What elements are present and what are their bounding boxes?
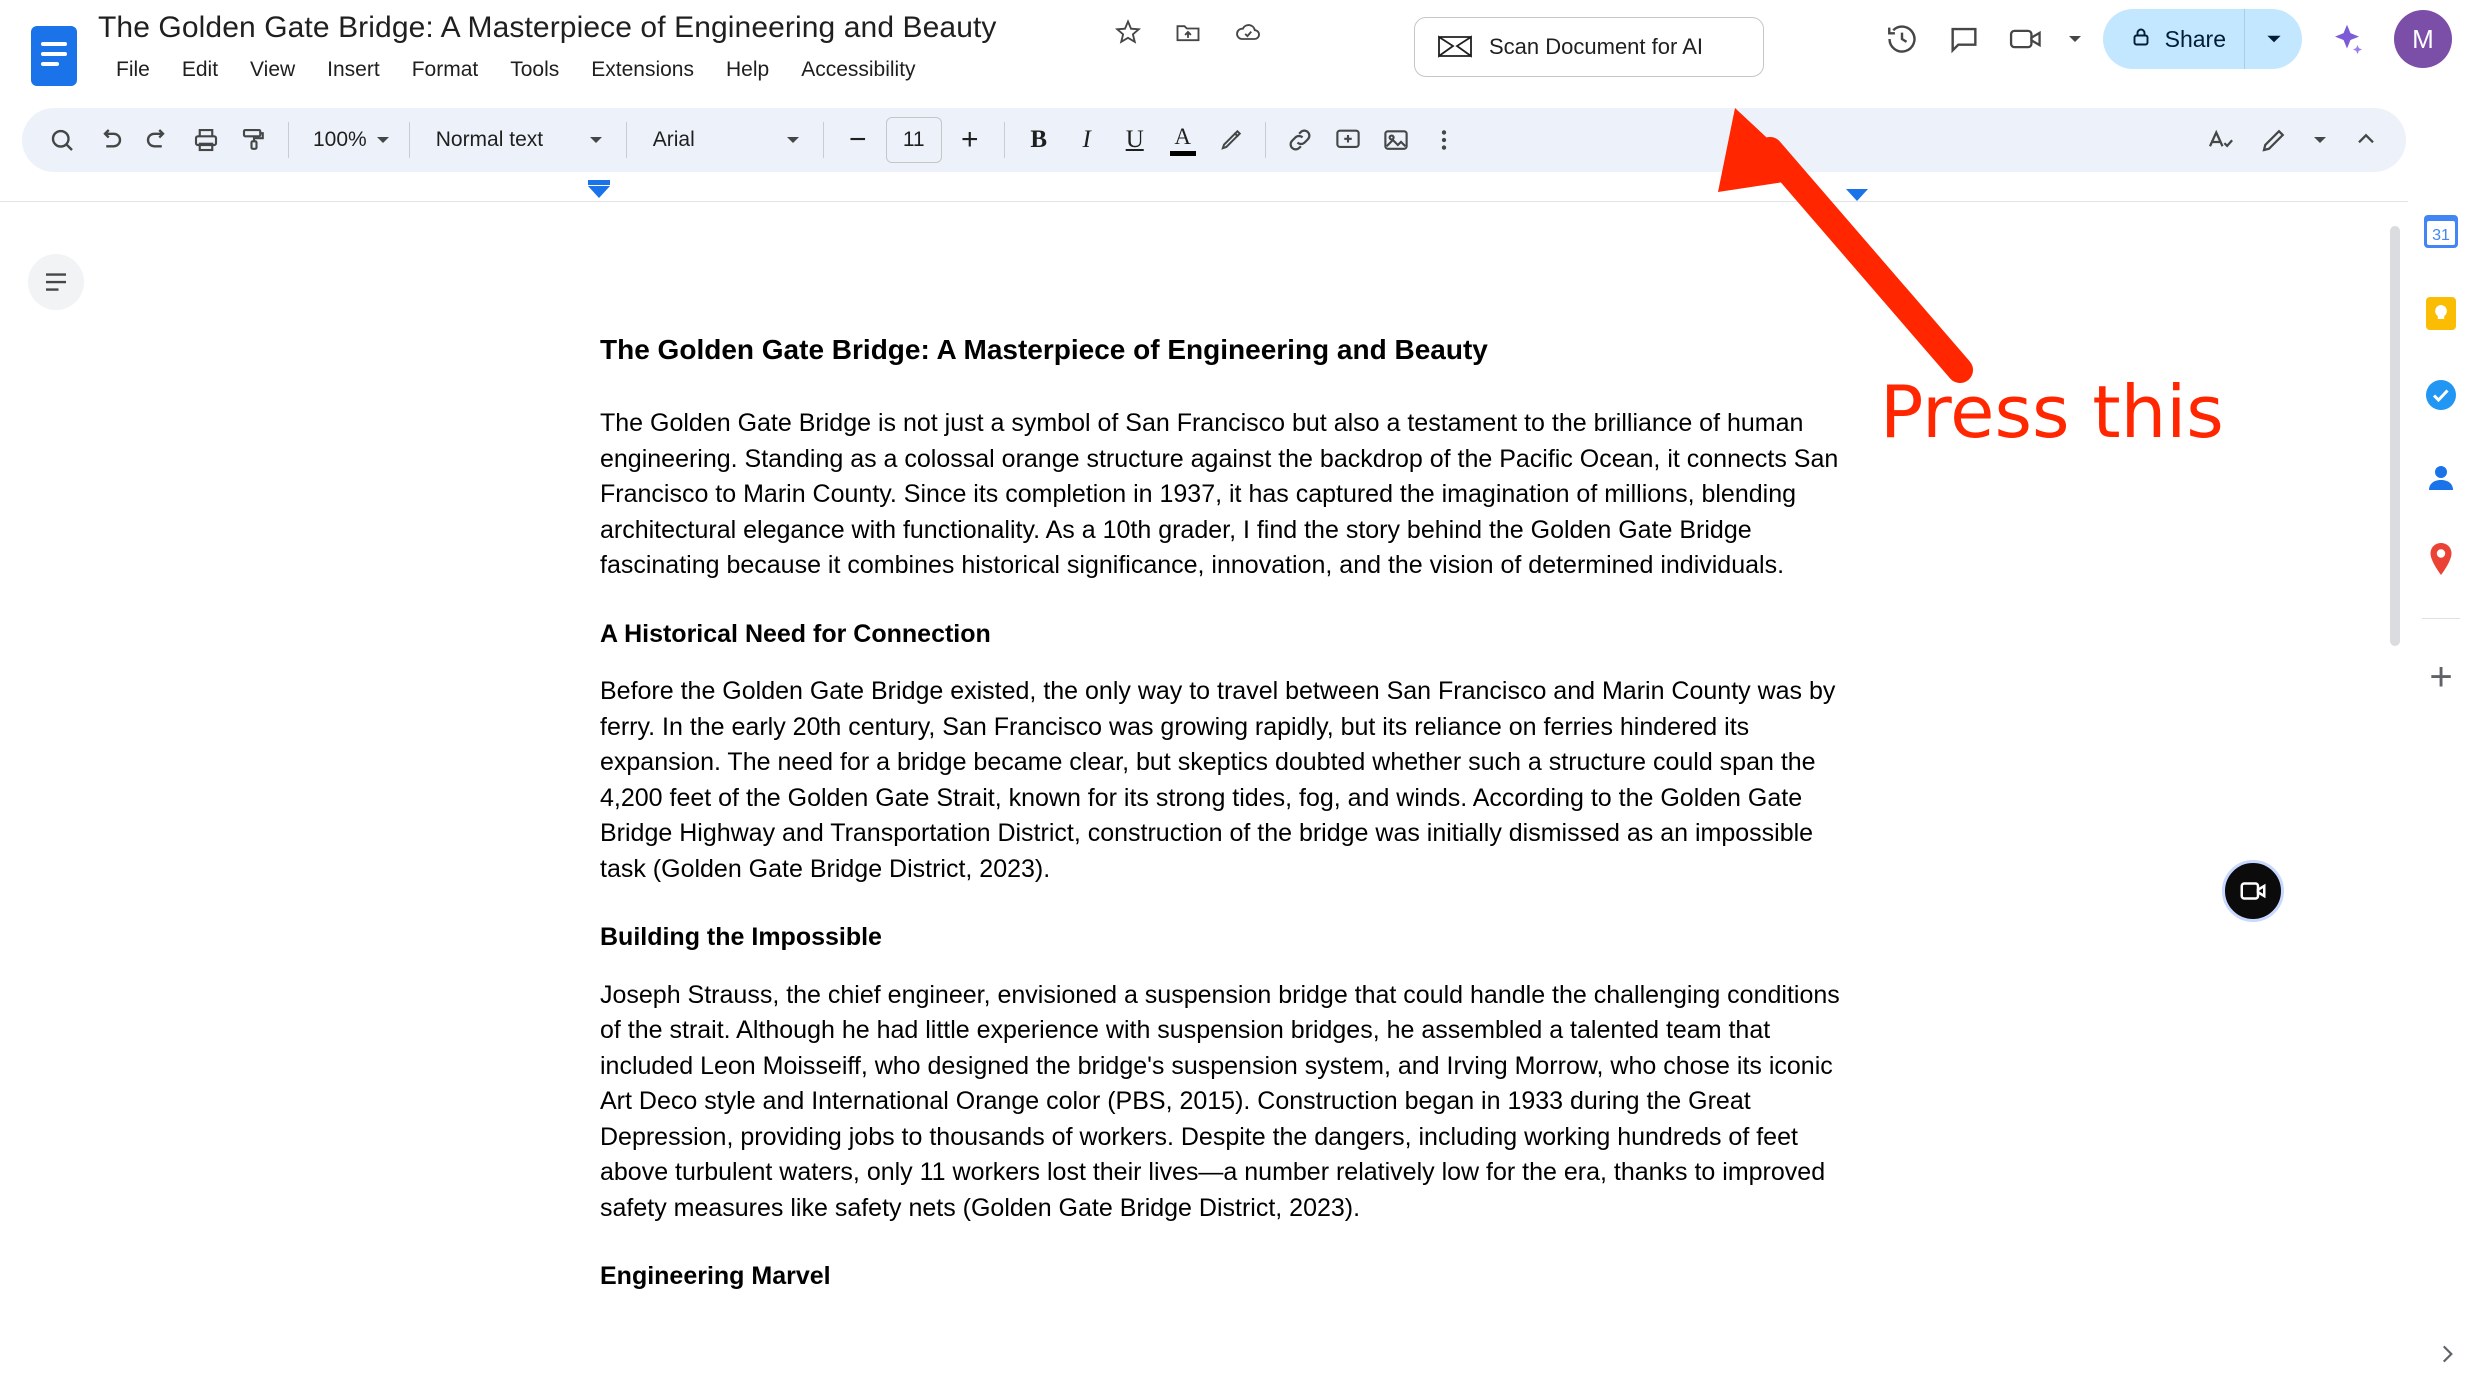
minus-icon: −	[848, 123, 867, 156]
font-size-stepper	[834, 116, 994, 164]
left-indent-triangle[interactable]	[588, 186, 610, 198]
scan-document-for-ai-button[interactable]	[1414, 17, 1764, 77]
star-icon[interactable]	[1110, 14, 1146, 50]
search-icon[interactable]	[38, 116, 86, 164]
rail-divider	[2422, 618, 2460, 619]
doc-paragraph: The Golden Gate Bridge is not just a symbol of San Francisco but also a testament to the brilliance of human engineering. Standing as a colossal orange structure against the backdrop of the Pacific Ocean, it connects San Francisco to Marin County. Since its completion in 1937, it has captured the imagination of millions, blending architectural elegance with functionality. As a 10th grader, I find the story behind the Golden Gate Bridge fascinating because it combines historical significance, innovation, and the vision of determined individuals.	[600, 409, 1839, 580]
menu-file[interactable]: File	[116, 58, 150, 81]
avatar[interactable]: M	[2394, 10, 2452, 68]
menu-edit[interactable]: Edit	[181, 58, 219, 81]
app-header	[0, 0, 2474, 112]
font-size-increase-button[interactable]	[946, 116, 994, 164]
title-block	[98, 8, 997, 48]
svg-text:31: 31	[2432, 227, 2450, 244]
add-comment-icon[interactable]	[1324, 116, 1372, 164]
bold-glyph: B	[1030, 126, 1048, 153]
doc-section-heading: Building the Impossible	[600, 923, 882, 952]
extension-floating-button[interactable]	[2222, 860, 2284, 922]
cloud-saved-icon[interactable]	[1230, 14, 1266, 50]
google-keep-icon[interactable]	[2418, 290, 2464, 336]
toolbar-divider	[823, 122, 824, 158]
bold-button[interactable]	[1015, 116, 1063, 164]
docs-logo-icon[interactable]	[26, 20, 82, 92]
share-button[interactable]	[2103, 9, 2244, 69]
menu-view[interactable]: View	[250, 58, 296, 81]
font-family-selector[interactable]	[637, 116, 813, 164]
document-outline-icon[interactable]	[28, 254, 84, 310]
underline-glyph: U	[1125, 126, 1144, 153]
title-action-icons	[1110, 14, 1266, 50]
menu-insert[interactable]: Insert	[327, 58, 380, 81]
zoom-selector[interactable]	[299, 116, 399, 164]
paragraph-style-selector[interactable]	[420, 116, 616, 164]
toolbar-right-group	[2196, 116, 2390, 164]
chevron-down-icon	[783, 130, 803, 150]
text-color-icon	[1170, 125, 1196, 156]
underline-button[interactable]	[1111, 116, 1159, 164]
highlight-pen-icon[interactable]	[1207, 116, 1255, 164]
document-page[interactable]	[600, 332, 1860, 1317]
ruler[interactable]	[0, 180, 2410, 202]
share-caret-button[interactable]	[2244, 9, 2302, 69]
italic-button[interactable]	[1063, 116, 1111, 164]
move-to-folder-icon[interactable]	[1170, 14, 1206, 50]
plus-icon: +	[960, 123, 979, 156]
formatting-toolbar	[22, 108, 2406, 172]
header-right-actions	[1871, 8, 2474, 70]
undo-icon[interactable]	[86, 116, 134, 164]
spellcheck-icon[interactable]	[2196, 116, 2244, 164]
font-family-value: Arial	[652, 128, 695, 151]
paint-format-icon[interactable]	[230, 116, 278, 164]
document-scrollbar-thumb[interactable]	[2390, 226, 2400, 646]
add-ons-plus-icon[interactable]: +	[2429, 655, 2453, 699]
scan-document-icon	[1435, 33, 1475, 61]
more-options-icon[interactable]	[1420, 116, 1468, 164]
share-button-label: Share	[2164, 25, 2226, 52]
text-color-swatch	[1170, 151, 1196, 156]
doc-paragraph: Before the Golden Gate Bridge existed, the only way to travel between San Francisco and Marin County was by ferry. In the early 20th century, San Francisco was growing rapidly, but its reliance on ferries hindered its expansion. The need for a bridge became clear, but skeptics doubted whether such a structure could span the 4,200 feet of the Golden Gate Strait, known for its strong tides, fog, and winds. According to the Golden Gate Bridge Highway and Transportation District, construction of the bridge was initially dismissed as an impossible task (Golden Gate Bridge District, 2023).	[600, 677, 1836, 883]
italic-glyph: I	[1082, 126, 1091, 153]
redo-icon[interactable]	[134, 116, 182, 164]
toolbar-divider	[409, 122, 410, 158]
insert-image-icon[interactable]	[1372, 116, 1420, 164]
document-title[interactable]: The Golden Gate Bridge: A Masterpiece of Engineering and Beauty	[98, 11, 997, 44]
google-tasks-icon[interactable]	[2418, 372, 2464, 418]
side-panel-rail	[2408, 178, 2474, 1396]
chevron-down-icon	[586, 130, 606, 150]
toolbar-divider	[1265, 122, 1266, 158]
expand-panel-chevron-icon[interactable]	[2434, 1341, 2460, 1374]
menu-tools[interactable]: Tools	[510, 58, 560, 81]
toolbar-divider	[288, 122, 289, 158]
text-color-button[interactable]	[1159, 116, 1207, 164]
editing-mode-caret[interactable]	[2304, 116, 2336, 164]
insert-link-icon[interactable]	[1276, 116, 1324, 164]
google-contacts-icon[interactable]	[2418, 454, 2464, 500]
menu-accessibility[interactable]: Accessibility	[801, 58, 916, 81]
doc-paragraph: Joseph Strauss, the chief engineer, envisioned a suspension bridge that could handle the challenging conditions of the strait. Although he had little experience with suspension bridges, he assembled a talented team that included Leon Moisseiff, who designed the bridge's suspension system, and Irving Morrow, who chose its iconic Art Deco style and International Orange color (PBS, 2015). Construction began in 1933 during the Great Depression, providing jobs to thousands of workers. Despite the dangers, including working hundreds of feet above turbulent waters, only 11 workers lost their lives—a number relatively low for the era, thanks to improved safety measures like safety nets (Golden Gate Bridge District, 2023).	[600, 980, 1840, 1222]
comment-history-icon[interactable]	[1933, 8, 1995, 70]
doc-heading-title: The Golden Gate Bridge: A Masterpiece of Engineering and Beauty	[600, 334, 1488, 365]
paragraph-style-value: Normal text	[435, 128, 544, 151]
toolbar-divider	[1004, 122, 1005, 158]
meet-camera-icon[interactable]	[1995, 8, 2057, 70]
doc-section-heading: Engineering Marvel	[600, 1262, 831, 1291]
zoom-value: 100%	[313, 128, 367, 151]
google-maps-icon[interactable]	[2418, 536, 2464, 582]
toolbar-divider	[626, 122, 627, 158]
version-history-icon[interactable]	[1871, 8, 1933, 70]
menu-bar	[100, 52, 932, 88]
left-indent-marker[interactable]	[588, 180, 610, 185]
annotation-label: Press this	[1880, 370, 2224, 454]
menu-help[interactable]: Help	[725, 58, 770, 81]
chevron-down-icon	[373, 130, 393, 150]
font-size-decrease-button[interactable]	[834, 116, 882, 164]
collapse-toolbar-icon[interactable]	[2342, 116, 2390, 164]
editing-pencil-icon[interactable]	[2250, 116, 2298, 164]
google-calendar-icon[interactable]	[2418, 208, 2464, 254]
gemini-star-icon[interactable]	[2316, 8, 2378, 70]
font-size-input[interactable]	[886, 117, 942, 163]
menu-format[interactable]: Format	[411, 58, 479, 81]
text-color-letter: A	[1174, 123, 1192, 149]
meet-caret-icon[interactable]	[2057, 8, 2093, 70]
menu-extensions[interactable]: Extensions	[591, 58, 694, 81]
scan-button-label: Scan Document for AI	[1489, 34, 1703, 59]
right-indent-marker[interactable]	[1846, 189, 1868, 201]
print-icon[interactable]	[182, 116, 230, 164]
document-canvas	[0, 202, 2390, 1396]
lock-icon	[2129, 25, 2153, 54]
doc-section-heading: A Historical Need for Connection	[600, 619, 991, 648]
